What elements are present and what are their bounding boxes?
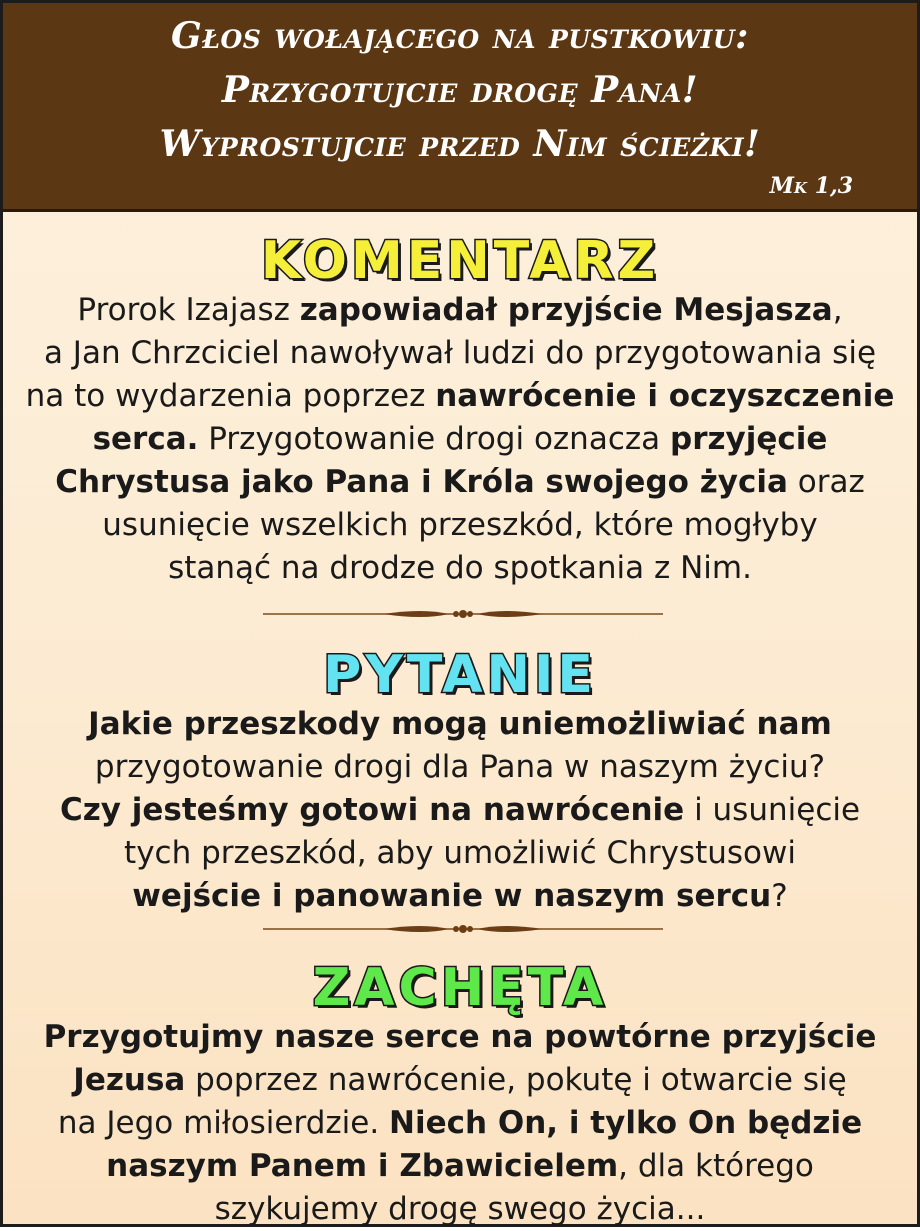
bold-phrase: Jakie przeszkody mogą uniemożliwiać nam [88,706,832,742]
text-phrase: ? [771,878,788,914]
pytanie-line [3,875,917,918]
pytanie-text [3,703,917,918]
text-phrase: przygotowanie drogi dla Pana w naszym życiu? [94,749,826,785]
zacheta-line [3,1145,917,1188]
text-phrase: tych przeszkód, aby umożliwić Chrystusowi [124,835,796,871]
komentarz-line [3,418,917,461]
header-line-3: Wyprostujcie przed Nim ścieżki! [159,123,761,165]
text-phrase: a Jan Chrzciciel nawoływał ludzi do przygotowania się [43,335,877,371]
zacheta-text [3,1016,917,1231]
bold-phrase: zapowiadał przyjście Mesjasza [299,292,833,328]
text-phrase: , dla którego [618,1148,814,1184]
text-phrase: na to wydarzenia poprzez [25,378,436,414]
komentarz-line [3,289,917,332]
komentarz-line [3,504,917,547]
bold-phrase: serca. [92,421,199,457]
komentarz-line [3,461,917,504]
text-phrase: na Jego miłosierdzie. [57,1105,390,1141]
bold-phrase: Niech On, i tylko On będzie [389,1105,863,1141]
pytanie-line [3,832,917,875]
text-phrase: poprzez nawrócenie, pokutę i otwarcie się [185,1062,847,1098]
header-line-2: Przygotujcie drogę Pana! [221,69,699,111]
zacheta-line [3,1016,917,1059]
zacheta-line [3,1188,917,1231]
komentarz-text [3,289,917,590]
scripture-reference: Mk 1,3 [769,173,853,199]
komentarz-line [3,332,917,375]
zacheta-heading: ZACHĘTA [312,958,608,1018]
header-line-1: Głos wołającego na pustkowiu: [171,15,749,57]
komentarz-line [3,547,917,590]
text-phrase: Prorok Izajasz [77,292,300,328]
bold-phrase: Czy jesteśmy gotowi na nawrócenie [59,792,685,828]
bold-phrase: przyjęcie [670,421,828,457]
text-phrase: szykujemy drogę swego życia... [214,1191,706,1227]
ornamental-divider-1 [263,606,663,622]
bold-phrase: nawrócenie i oczyszczenie [435,378,895,414]
text-phrase: stanąć na drodze do spotkania z Nim. [168,550,752,586]
zacheta-line [3,1102,917,1145]
zacheta-section [3,960,917,1231]
pytanie-line [3,789,917,832]
text-phrase: usunięcie wszelkich przeszkód, które mogłyby [102,507,818,543]
ornamental-divider-2 [263,921,663,937]
bold-phrase: wejście i panowanie w naszym sercu [132,878,772,914]
pytanie-line [3,746,917,789]
pytanie-line [3,703,917,746]
bold-phrase: Chrystusa jako Pana i Króla swojego życia [55,464,788,500]
komentarz-section [3,233,917,590]
pytanie-heading: PYTANIE [323,645,597,705]
text-phrase: Przygotowanie drogi oznacza [198,421,670,457]
bold-phrase: Jezusa [73,1062,186,1098]
text-phrase: , [832,292,843,328]
komentarz-line [3,375,917,418]
header-banner [3,3,917,212]
bold-phrase: Przygotujmy nasze serce na powtórne przyjście [43,1019,877,1055]
text-phrase: oraz [787,464,865,500]
bold-phrase: naszym Panem i Zbawicielem [106,1148,619,1184]
zacheta-line [3,1059,917,1102]
text-phrase: i usunięcie [684,792,861,828]
pytanie-section [3,647,917,918]
komentarz-heading: KOMENTARZ [260,231,660,291]
